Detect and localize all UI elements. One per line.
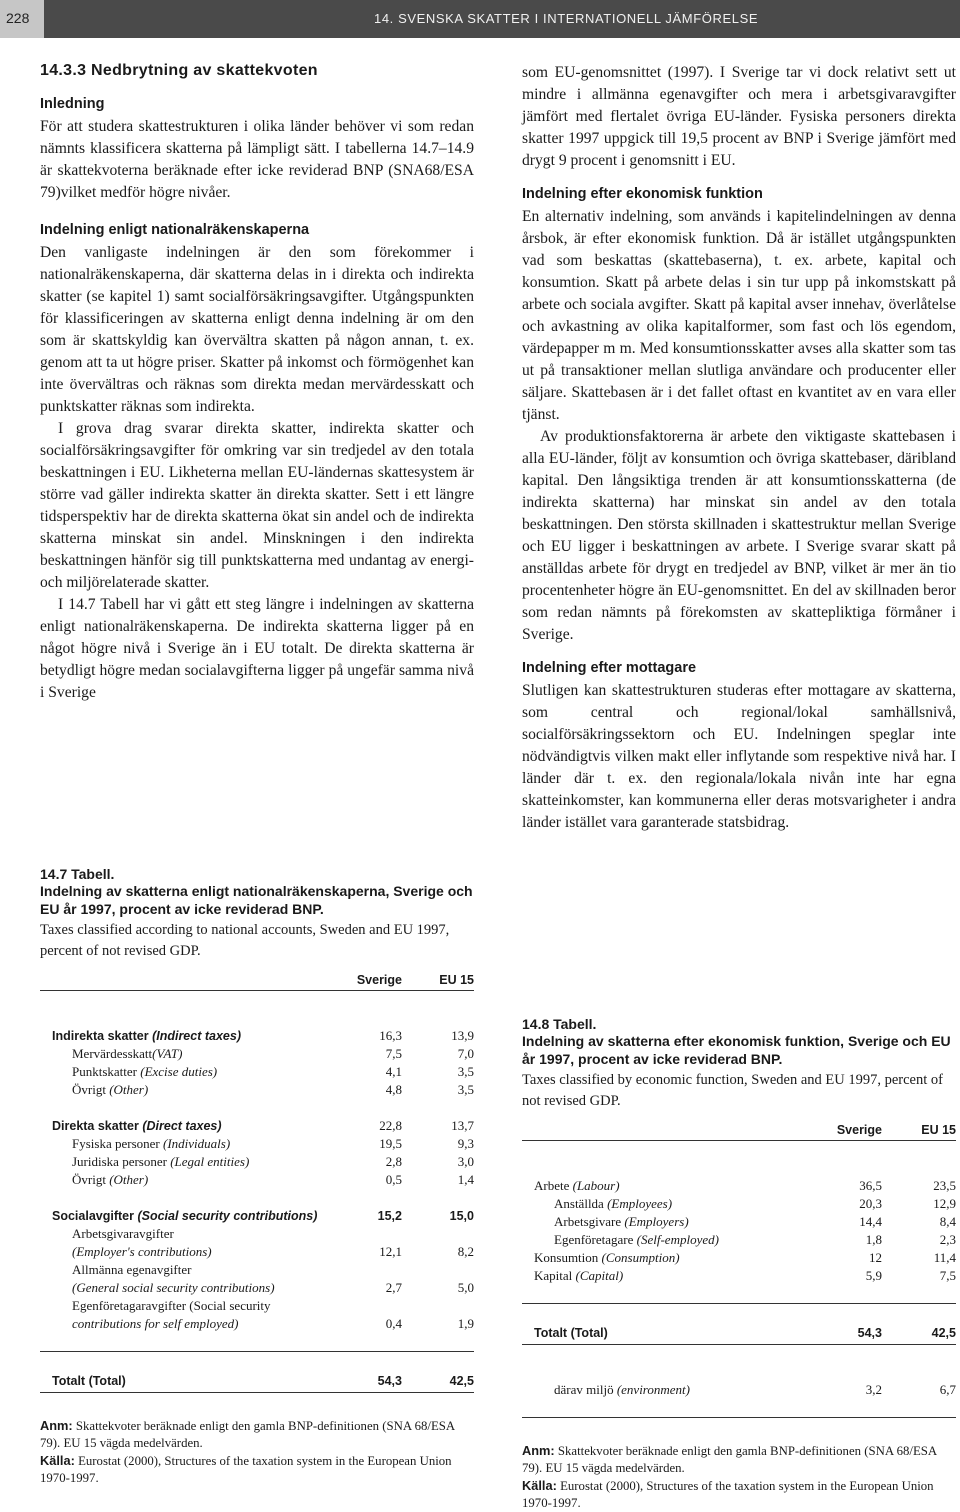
table-row: Direkta skatter (Direct taxes) 22,8 13,7 — [52, 1118, 474, 1133]
table-title: Indelning av skatterna efter ekonomisk funktion, Sverige och EU år 1997, procent av icke reviderad BNP. — [522, 1033, 951, 1067]
table-number: 14.7 Tabell. — [40, 866, 115, 882]
table-row: Mervärdesskatt(VAT) 7,5 7,0 — [72, 1046, 474, 1061]
table-row: Fysiska personer (Individuals) 19,5 9,3 — [72, 1136, 474, 1151]
paragraph: som EU-genomsnittet (1997). I Sverige tar vi dock relativt sett ut mindre i allmänna egenavgifter och mera i arbetsgivaravgifter jämfört med flertalet övriga EU-länder. Fysiska personers direkta skatter 1997 uppgick till 19,5 procent av BNP i Sverige jämfört med drygt 9 procent i genomsnitt i EU. — [522, 64, 956, 169]
table-14-7 — [40, 866, 474, 1487]
heading-national-accounts: Indelning enligt nationalräkenskaperna — [40, 222, 310, 238]
table-source: Källa: Eurostat (2000), Structures of the taxation system in the European Union 1970-1997. — [522, 1478, 934, 1510]
paragraph: Slutligen kan skattestrukturen studeras efter mottagare av skatterna, som central och regional/lokal samhällsnivå, socialförsäkringssektorn och EU. Indelningen speglar inte nödvändigtvis vilken makt eller inflytande som respektive nivå har. I länder där t. ex. den regionala/lokala nivån inte har egna skatteinkomster, kan kommunerna eller deras motsvarigheter i andra länder istället vara garanterade statsbidrag. — [522, 682, 956, 831]
heading-economic-function: Indelning efter ekonomisk funktion — [522, 186, 763, 202]
table-row: Socialavgifter (Social security contributions) 15,2 15,0 — [52, 1209, 474, 1223]
column-header: Sverige — [356, 973, 402, 987]
table-row: Indirekta skatter (Indirect taxes) 16,3 13,9 — [52, 1028, 474, 1043]
header-band — [44, 0, 960, 38]
paragraph: I grova drag svarar direkta skatter, indirekta skatter och socialförsäkringsavgifter för omkring var sin tredjedel av den totala beskattningen i EU. Likheterna mellan EU-ländernas skattesystem är större vad gäller indirekta skatter än direkta skatter. Sett i ett längre tidsperspektiv har de direkta skatterna ökat sin andel och de indirekta skatterna minskat sin andel. Minskningen i den indirekta beskattningen hänför sig till punktskatterna med undantag av energi- och miljörelaterade skatter. — [40, 420, 474, 591]
table-row: därav miljö (environment) 3,2 6,7 — [554, 1382, 956, 1397]
right-column — [522, 62, 956, 834]
table-row: (General social security contributions) 2,7 5,0 — [72, 1280, 474, 1295]
running-title: 14. SVENSKA SKATTER I INTERNATIONELL JÄMFÖRELSE — [374, 11, 759, 26]
column-header: Sverige — [836, 1123, 882, 1137]
paragraph: I 14.7 Tabell har vi gått ett steg längre i indelningen av skatterna enligt nationalräkenskaperna. De indirekta skatterna ligger på en något högre nivå i Sverige än i EU totalt. De direkta skatterna är betydligt högre medan socialavgifterna ligger på ungefär samma nivå i Sverige — [40, 596, 474, 701]
column-header: EU 15 — [921, 1123, 956, 1137]
table-row: Egenföretagare (Self-employed) 1,8 2,3 — [554, 1232, 956, 1247]
table-row: (Employer's contributions) 12,1 8,2 — [72, 1244, 474, 1259]
paragraph: Den vanligaste indelningen är den som förekommer i nationalräkenskaperna, där skatterna delas in i direkta och indirekta skatter (se kapitel 1) samt socialförsäkringsavgifter. Utgångspunkten för klassificeringen av skatterna enligt denna indelning är om den som är skattskyldig kan övervältra skatten på någon annan, t. ex. genom att ta ut högre priser. Skatter på inkomst och förmögenhet kan inte övervältras och räknas som direkta medan mervärdesskatt och punktskatter räknas som indirekta. — [40, 244, 474, 415]
table-title-en: Taxes classified according to national accounts, Sweden and EU 1997, percent of not revised GDP. — [40, 922, 450, 959]
table-14-8 — [522, 1016, 956, 1512]
table-number: 14.8 Tabell. — [522, 1016, 597, 1032]
table-row: Anställda (Employees) 20,3 12,9 — [554, 1196, 956, 1211]
table-row: Allmänna egenavgifter — [72, 1262, 192, 1277]
table-title-en: Taxes classified by economic function, Sweden and EU 1997, percent of not revised GDP. — [522, 1072, 943, 1109]
table-total-row: Totalt (Total) 54,3 42,5 — [534, 1326, 956, 1340]
table-row: Arbete (Labour) 36,5 23,5 — [534, 1178, 956, 1193]
table-note: Anm: Skattekvoter beräknade enligt den gamla BNP-definitionen (SNA 68/ESA 79). EU 15 vägda medelvärden. — [522, 1443, 937, 1475]
page-number: 228 — [6, 10, 30, 26]
table-row: Konsumtion (Consumption) 12 11,4 — [534, 1250, 956, 1265]
heading-recipient: Indelning efter mottagare — [522, 660, 697, 676]
heading-inledning: Inledning — [40, 96, 105, 112]
table-row: Arbetsgivaravgifter — [72, 1226, 174, 1241]
data-table — [40, 970, 474, 1411]
table-title: Indelning av skatterna enligt nationalräkenskaperna, Sverige och EU år 1997, procent av icke reviderad BNP. — [40, 883, 473, 917]
section-title: 14.3.3 Nedbrytning av skattekvoten — [40, 62, 318, 79]
table-row: Arbetsgivare (Employers) 14,4 8,4 — [554, 1214, 956, 1229]
table-source: Källa: Eurostat (2000), Structures of the taxation system in the European Union 1970-1997. — [40, 1453, 452, 1485]
table-row: Juridiska personer (Legal entities) 2,8 3,0 — [72, 1154, 474, 1169]
left-column — [40, 62, 474, 704]
table-note: Anm: Skattekvoter beräknade enligt den gamla BNP-definitionen (SNA 68/ESA 79). EU 15 vägda medelvärden. — [40, 1418, 455, 1450]
paragraph: En alternativ indelning, som används i kapitelindelningen av denna årsbok, är efter ekonomisk funktion. Då är istället utgångspunkten vad som beskattas (skattebaserna), t. ex. arbete, kapital och konsumtion. Skatt på arbete delas i sin tur upp på inkomstskatt på arbete och sociala avgifter. Skatt på kapital avser innehav, överlåtelse och avkastning av olika kapitalformer, som fast och lös egendom, värdepapper m m. Med konsumtionsskatter avses alla skatter som tas ut på transaktioner mellan slutliga användare och producenter eller säljare. Skattebasen är i det fallet oftast en kvantitet av en vara eller tjänst. — [522, 208, 956, 423]
running-header — [0, 0, 960, 38]
table-row: contributions for self employed) 0,4 1,9 — [72, 1316, 474, 1331]
table-row: Punktskatter (Excise duties) 4,1 3,5 — [72, 1064, 474, 1079]
table-row: Övrigt (Other) 4,8 3,5 — [72, 1082, 474, 1097]
paragraph: Av produktionsfaktorerna är arbete den viktigaste skattebasen i alla EU-länder, följt av konsumtion och övriga skattebaser, däribland kapital. Den långsiktiga trenden är att konsumtionsskatterna (de indirekta skatterna) har minskat sin andel av den totala beskattningen. Den största skillnaden i skattestruktur mellan Sverige och EU ligger i beskattningen av arbete. I Sverige svarar skatt på anställdas arbete för drygt en tredjedel av BNP, vilket är mer än tio procentenheter högre än EU-genomsnittet. En del av skillnaden beror som redan nämnts på förekomsten av skattepliktiga förmåner i Sverige. — [522, 428, 956, 643]
data-table — [522, 1120, 956, 1436]
table-row: Egenföretagaravgifter (Social security — [72, 1298, 271, 1313]
table-total-row: Totalt (Total) 54,3 42,5 — [52, 1374, 474, 1388]
table-row: Övrigt (Other) 0,5 1,4 — [72, 1172, 474, 1187]
table-row: Kapital (Capital) 5,9 7,5 — [534, 1268, 956, 1283]
column-header: EU 15 — [439, 973, 474, 987]
paragraph: För att studera skattestrukturen i olika länder behöver vi som redan nämnts klassificera skatterna på lämpligt sätt. I tabellerna 14.7–14.9 är skattekvoterna beräknade efter icke reviderad BNP (SNA68/ESA 79)vilket medför högre nivåer. — [40, 118, 474, 201]
